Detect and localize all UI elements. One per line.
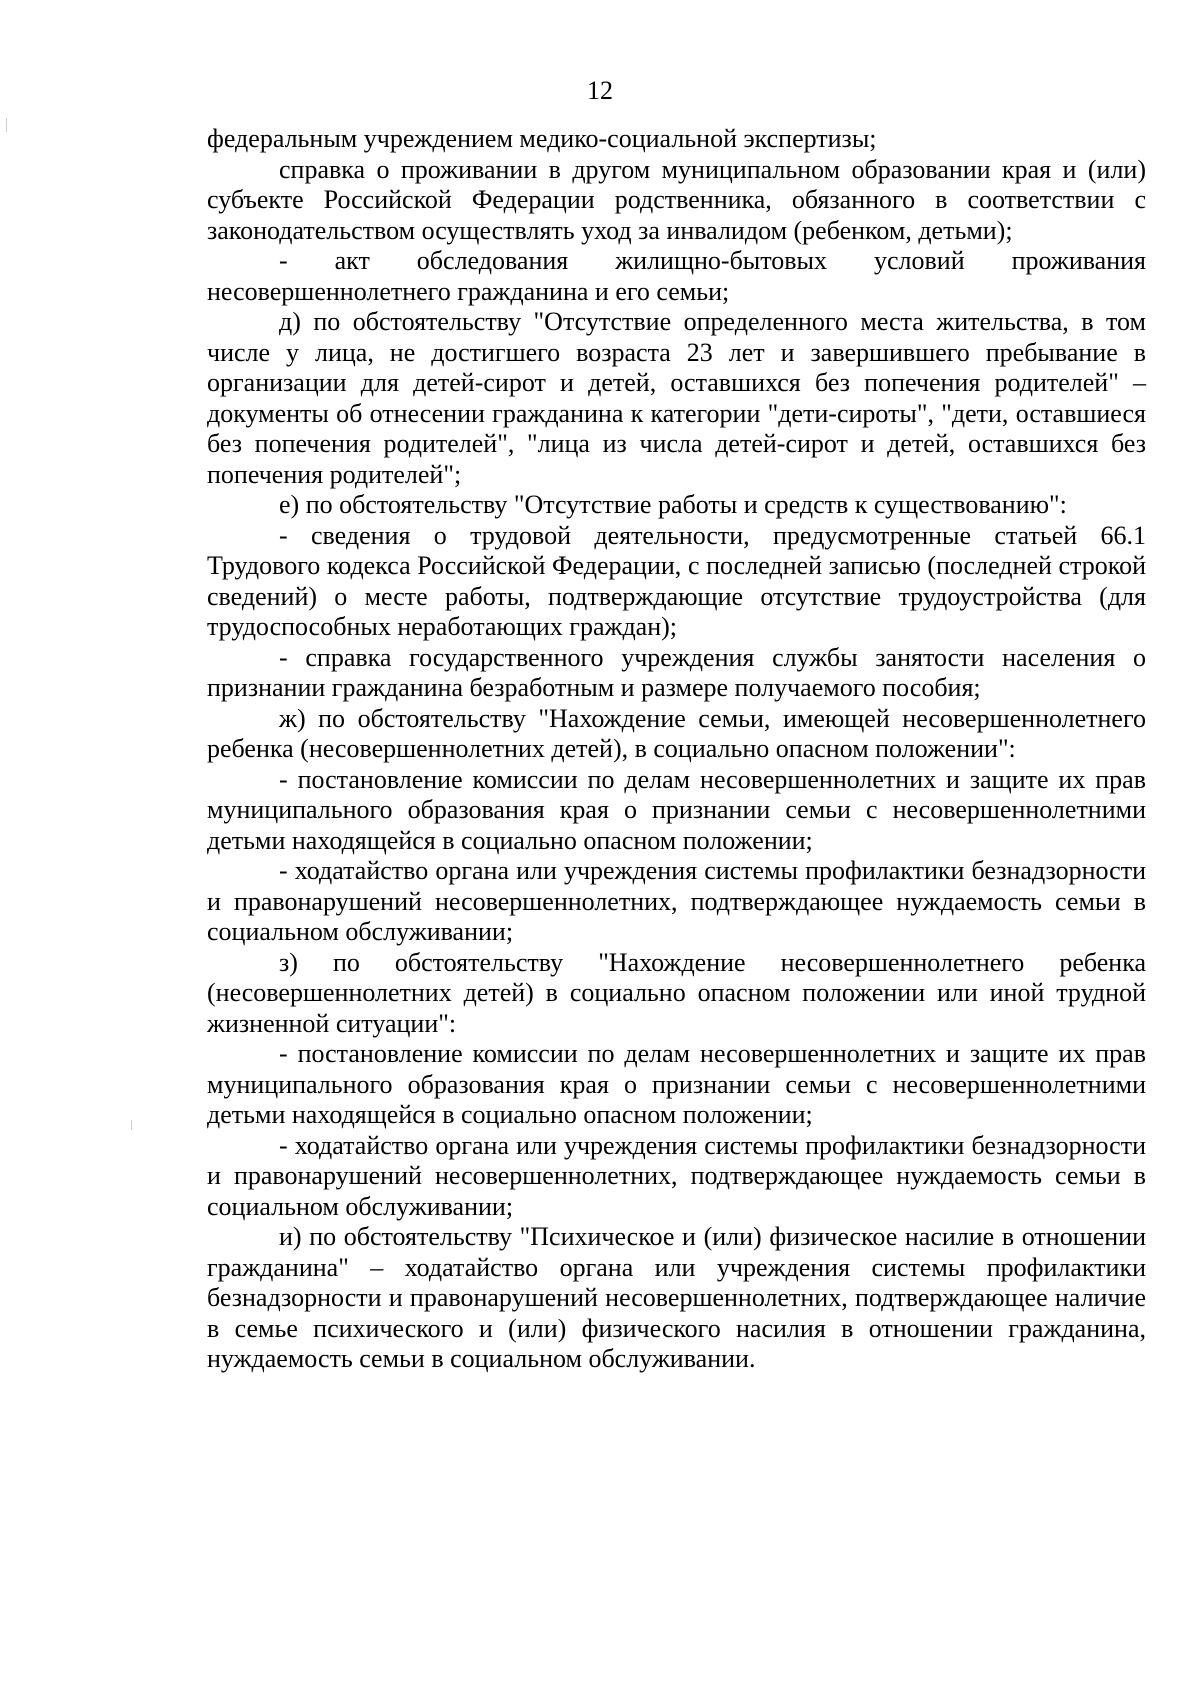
paragraph: - сведения о трудовой деятельности, предусмотренные статьей 66.1 Трудового кодекса Российской Федерации, с последней записью (последней строкой сведений) о месте работы, подтверждающие отсутствие трудоустройства (для трудоспособных неработающих граждан); xyxy=(207,520,1146,641)
scan-mark-top xyxy=(6,118,7,132)
paragraph: з) по обстоятельству "Нахождение несовершеннолетнего ребенка (несовершеннолетних детей) в социально опасном положении или иной трудной жизненной ситуации": xyxy=(207,947,1146,1038)
document-body xyxy=(207,124,1146,1375)
paragraph: - постановление комиссии по делам несовершеннолетних и защите их прав муниципального образования края о признании семьи с несовершеннолетними детьми находящейся в социально опасном положении; xyxy=(207,1039,1146,1129)
paragraph: ж) по обстоятельству "Нахождение семьи, имеющей несовершеннолетнего ребенка (несовершеннолетних детей), в социально опасном положении": xyxy=(207,703,1146,763)
paragraph: - справка государственного учреждения службы занятости населения о признании гражданина безработным и размере получаемого пособия; xyxy=(207,642,1146,702)
paragraph: д) по обстоятельству "Отсутствие определенного места жительства, в том числе у лица, не достигшего возраста 23 лет и завершившего пребывание в организации для детей-сирот и детей, оставшихся без попечения родителей" – документы об отнесении гражданина к категории "дети-сироты", "дети, оставшиеся без попечения родителей", "лица из числа детей-сирот и детей, оставшихся без попечения родителей"; xyxy=(207,307,1146,489)
scan-mark-bottom xyxy=(131,1120,132,1130)
paragraph: - акт обследования жилищно-бытовых условий проживания несовершеннолетнего гражданина и его семьи; xyxy=(207,246,1146,306)
page-number: 12 xyxy=(587,76,613,105)
paragraph: - ходатайство органа или учреждения системы профилактики безнадзорности и правонарушений несовершеннолетних, подтверждающее нуждаемость семьи в социальном обслуживании; xyxy=(207,856,1146,946)
paragraph: е) по обстоятельству "Отсутствие работы и средств к существованию": xyxy=(279,490,1067,519)
paragraph: и) по обстоятельству "Психическое и (или) физическое насилие в отношении гражданина" – ходатайство органа или учреждения системы профилактики безнадзорности и правонарушений несовершеннолетних, подтверждающее наличие в семье психического и (или) физического насилия в отношении гражданина, нуждаемость семьи в социальном обслуживании. xyxy=(207,1222,1146,1373)
paragraph: - постановление комиссии по делам несовершеннолетних и защите их прав муниципального образования края о признании семьи с несовершеннолетними детьми находящейся в социально опасном положении; xyxy=(207,764,1146,855)
paragraph: федеральным учреждением медико-социальной экспертизы; xyxy=(207,124,877,153)
paragraph: справка о проживании в другом муниципальном образовании края и (или) субъекте Российской Федерации родственника, обязанного в соответствии с законодательством осуществлять уход за инвалидом (ребенком, детьми); xyxy=(207,154,1146,245)
paragraph: - ходатайство органа или учреждения системы профилактики безнадзорности и правонарушений несовершеннолетних, подтверждающее нуждаемость семьи в социальном обслуживании; xyxy=(207,1130,1146,1221)
